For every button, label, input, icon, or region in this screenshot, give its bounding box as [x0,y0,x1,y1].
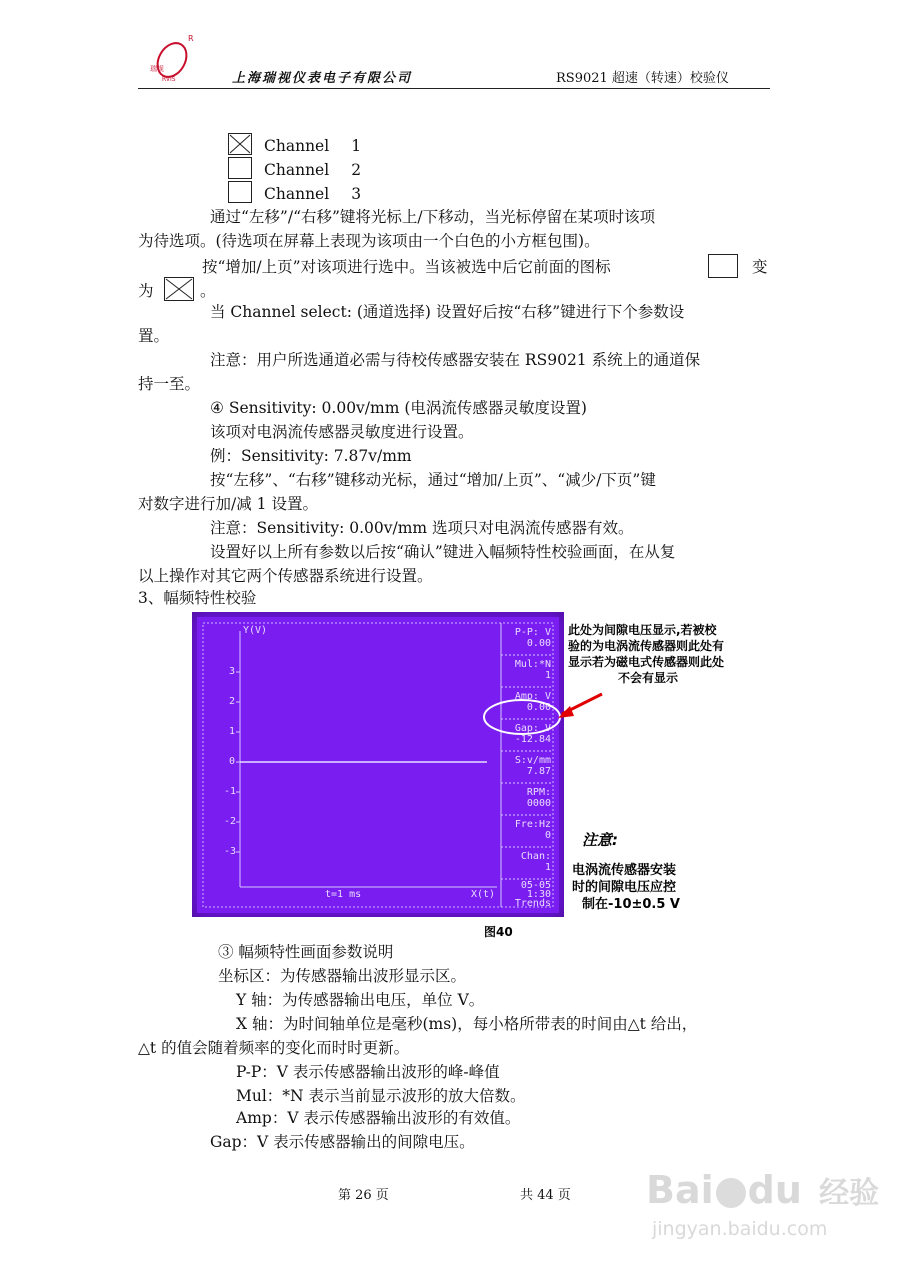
lcd-display [197,617,559,913]
explain-heading: ③ 幅频特性画面参数说明 [218,943,394,961]
gap-annotation: 此处为间隙电压显示,若被校 验的为电涡流传感器则此处有 显示若为磁电式传感器则此处 不会有显示 [568,623,725,685]
panel-gap: Gap: V -12.84 [514,723,551,745]
logo-text: 瑞视 [150,65,164,73]
para-2a: 按“增加/上页”对该项进行选中。当该被选中后它前面的图标 [202,258,611,276]
para-8a: 按“左移”、“右移”键移动光标，通过“增加/上页”、“减少/下页”键 [210,471,656,489]
checked-box-icon [164,277,194,301]
explain-x-axis-a: X 轴：为时间轴单位是毫秒(ms)，每小格所带表的时间由△t 给出， [236,1015,698,1033]
para-4b: 持一至。 [138,375,201,393]
note-title: 注意: [582,831,618,849]
logo-mark: R [188,34,194,43]
company-name: 上海瑞视仪表电子有限公司 [232,71,413,86]
para-4a: 注意：用户所选通道必需与待校传感器安装在 RS9021 系统上的通道保 [210,351,701,369]
para-1b: 为待选项。(待选项在屏幕上表现为该项由一个白色的小方框包围)。 [138,232,600,250]
explain-coords: 坐标区：为传感器输出波形显示区。 [218,967,467,985]
channel-3-label: Channel 3 [264,185,362,203]
y-tick: 1 [229,726,236,737]
panel-footer: 05-05 1:30 Trends [514,880,551,909]
figure-caption: 图40 [484,925,513,939]
y-tick: 3 [229,666,236,677]
explain-gap: Gap：V 表示传感器输出的间隙电压。 [210,1133,475,1151]
para-5: ④ Sensitivity: 0.00v/mm (电涡流传感器灵敏度设置) [210,399,587,417]
channel-3-checkbox [228,181,252,203]
note-body: 电涡流传感器安装 时的间隙电压应控 制在-10±0.5 V [572,863,680,912]
product-name: RS9021 超速（转速）校验仪 [556,71,729,86]
section-heading: 3、幅频特性校验 [138,589,257,607]
para-1a: 通过“左移”/“右移”键将光标上/下移动，当光标停留在某项时该项 [210,208,656,226]
para-3b: 置。 [138,327,170,345]
channel-2-label: Channel 2 [264,161,362,179]
para-10b: 以上操作对其它两个传感器系统进行设置。 [138,567,433,585]
para-2c: 为 [138,282,154,300]
channel-2-checkbox [228,157,252,179]
y-tick: 2 [229,696,236,707]
gap-highlight [480,690,630,740]
para-6: 该项对电涡流传感器灵敏度进行设置。 [210,423,474,441]
panel-freq: Fre:Hz 0 [514,819,551,841]
x-axis-label: X(t) [471,889,496,900]
para-3a: 当 Channel select: (通道选择) 设置好后按“右移”键进行下个参数设 [210,303,685,321]
para-10a: 设置好以上所有参数以后按“确认”键进入幅频特性校验画面，在从复 [210,543,676,561]
y-axis-label: Y(V) [243,625,268,636]
baidu-watermark: Bai du 经验 [646,1168,880,1212]
panel-amp: Amp: V 0.00 [514,691,551,713]
para-7: 例：Sensitivity: 7.87v/mm [210,447,412,465]
logo-sub: RVIS [162,76,176,83]
time-scale-label: t=1 ms [325,889,362,900]
panel-pp: P-P: V 0.00 [514,627,551,649]
y-tick: -2 [224,816,237,827]
panel-mul: Mul:*N 1 [514,659,551,681]
explain-amp: Amp：V 表示传感器输出波形的有效值。 [236,1109,521,1127]
para-2d: 。 [200,282,216,300]
explain-mul: Mul：*N 表示当前显示波形的放大倍数。 [236,1087,526,1105]
y-tick: -1 [224,786,237,797]
panel-sensitivity: S:v/mm 7.87 [514,755,551,777]
explain-y-axis: Y 轴：为传感器输出电压，单位 V。 [236,991,485,1009]
page-total: 共 44 页 [520,1188,571,1203]
y-tick: 0 [229,756,236,767]
company-logo [148,34,196,86]
panel-rpm: RPM: 0000 [526,787,551,809]
header-rule [138,88,770,89]
para-8b: 对数字进行加/减 1 设置。 [138,495,318,513]
page-number: 第 26 页 [338,1188,389,1203]
baidu-watermark-url: jingyan.baidu.com [652,1218,828,1240]
unchecked-box-icon [708,254,738,278]
channel-1-label: Channel 1 [264,137,362,155]
explain-pp: P-P：V 表示传感器输出波形的峰-峰值 [236,1063,500,1081]
para-2b: 变 [752,258,768,276]
lcd-screen-photo [192,612,564,917]
explain-x-axis-b: △t 的值会随着频率的变化而时时更新。 [138,1039,410,1057]
para-9: 注意：Sensitivity: 0.00v/mm 选项只对电涡流传感器有效。 [210,519,634,537]
panel-channel: Chan: 1 [520,851,551,873]
y-tick: -3 [224,846,237,857]
channel-1-checkbox [228,133,252,155]
